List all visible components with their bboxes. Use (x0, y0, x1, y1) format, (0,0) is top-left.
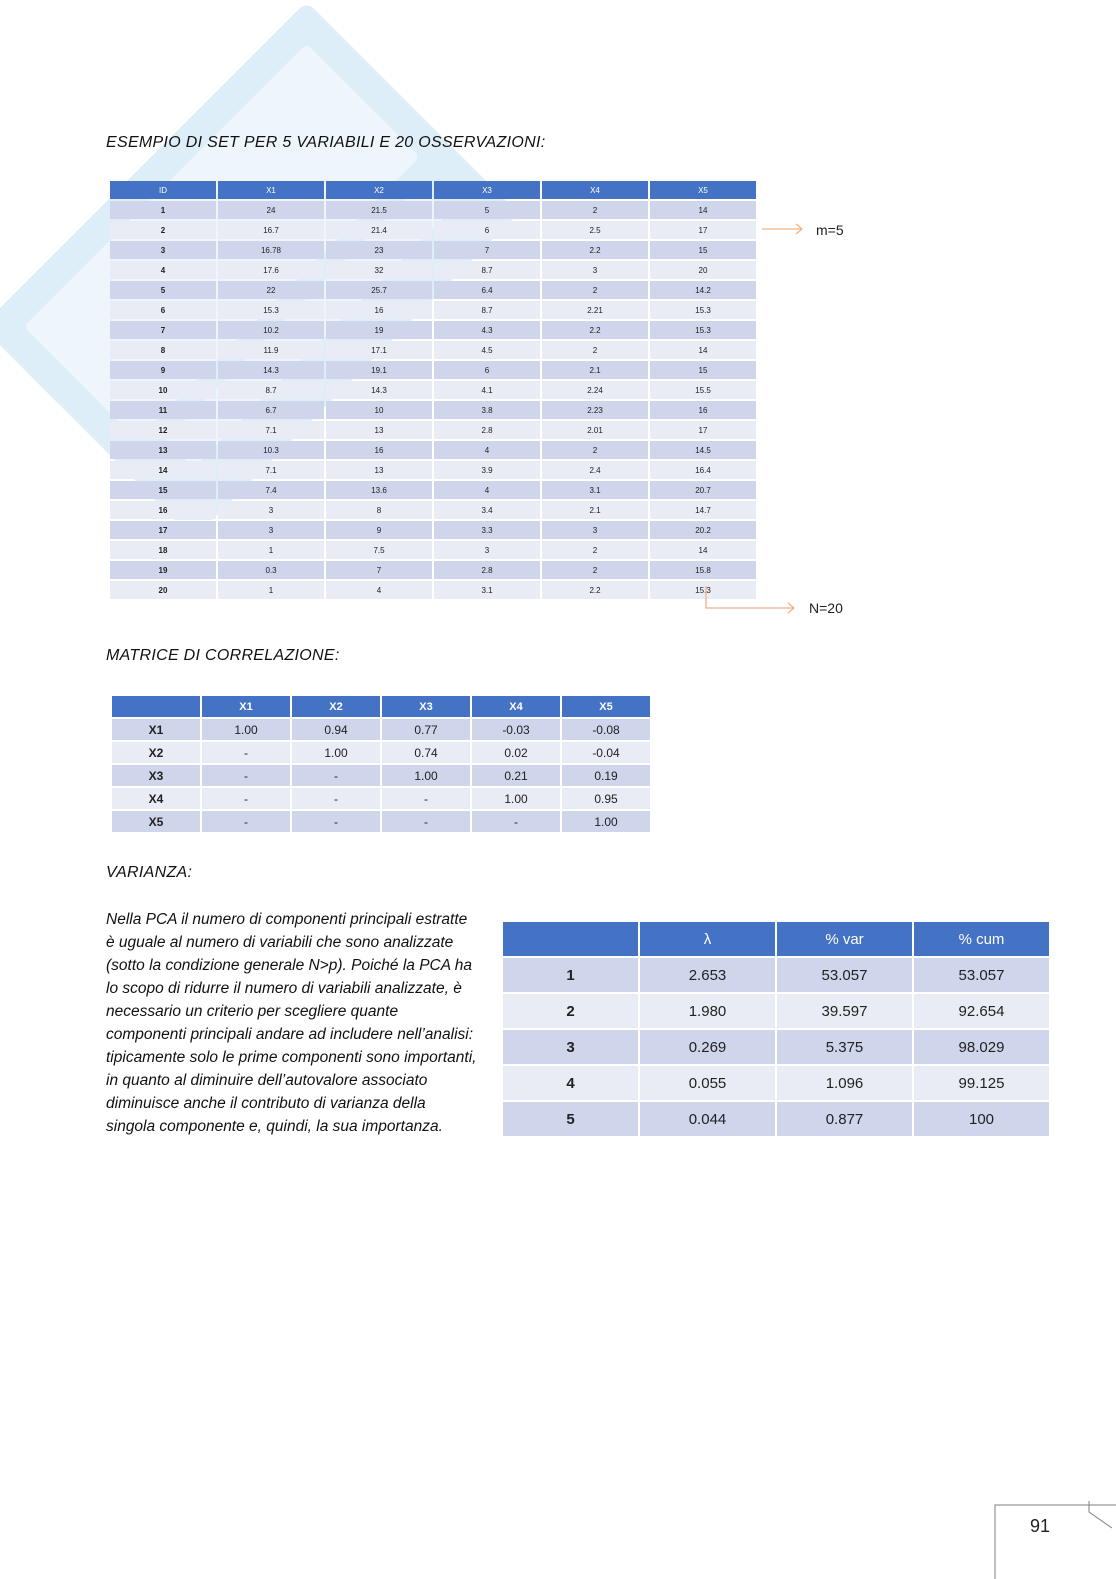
column-header: X2 (326, 181, 432, 199)
table-cell: 99.125 (914, 1066, 1049, 1100)
row-header-cell: 1 (110, 201, 216, 219)
table-cell: 5.375 (777, 1030, 912, 1064)
table-cell: 1.00 (202, 719, 290, 740)
table-cell: 2 (542, 561, 648, 579)
column-header: X4 (472, 696, 560, 717)
row-header-cell: 18 (110, 541, 216, 559)
table-row (503, 1066, 1049, 1100)
table-cell: 2.24 (542, 381, 648, 399)
table-cell: 4 (434, 481, 540, 499)
table-row (110, 561, 756, 579)
table-cell: 3.9 (434, 461, 540, 479)
row-header-cell: X2 (112, 742, 200, 763)
column-header: ID (110, 181, 216, 199)
row-header-cell: 13 (110, 441, 216, 459)
row-header-cell: 17 (110, 521, 216, 539)
table-cell: 5 (434, 201, 540, 219)
column-header: X5 (650, 181, 756, 199)
row-header-cell: X5 (112, 811, 200, 832)
table-cell: 3.3 (434, 521, 540, 539)
table-cell: 2.2 (542, 581, 648, 599)
table-cell: 15.3 (218, 301, 324, 319)
row-header-cell: 3 (503, 1030, 638, 1064)
row-header-cell: X3 (112, 765, 200, 786)
table-cell: 2 (542, 541, 648, 559)
table-cell: 14.3 (326, 381, 432, 399)
table-cell: 6 (434, 221, 540, 239)
table-cell: 2.1 (542, 361, 648, 379)
variance-paragraph: Nella PCA il numero di componenti principali estratte è uguale al numero di variabili che sono analizzate (sotto la condizione generale N>p). Poiché la PCA ha lo scopo di ridurre il numero di variabili analizzate, è necessario un criterio per scegliere quante componenti principali andare ad includere nell’analisi: tipicamente solo le prime componenti sono importanti, in quanto al diminuire dell’autovalore associato diminuisce anche il contributo di varianza della singola componente e, quindi, la sua importanza. (106, 911, 477, 1135)
table-row (503, 994, 1049, 1028)
table-cell: 14 (650, 541, 756, 559)
table-cell: 2.23 (542, 401, 648, 419)
row-header-cell: 6 (110, 301, 216, 319)
table-cell: 4.3 (434, 321, 540, 339)
table-cell: 0.74 (382, 742, 470, 763)
table-row (110, 341, 756, 359)
table-row (110, 321, 756, 339)
table-cell: 1.00 (562, 811, 650, 832)
table-cell: 6.4 (434, 281, 540, 299)
table-row (110, 281, 756, 299)
table-cell: 4 (434, 441, 540, 459)
table-cell: 53.057 (777, 958, 912, 992)
table-cell: 98.029 (914, 1030, 1049, 1064)
m-label: m=5 (816, 222, 844, 238)
table-cell: 24 (218, 201, 324, 219)
row-header-cell: 19 (110, 561, 216, 579)
table-row (110, 261, 756, 279)
table-cell: 16 (326, 301, 432, 319)
table-cell: 16 (326, 441, 432, 459)
table-cell: 15.3 (650, 321, 756, 339)
table-row (110, 481, 756, 499)
table-cell: 16.78 (218, 241, 324, 259)
table-cell: - (292, 788, 380, 809)
table-row (503, 1102, 1049, 1136)
dataset-heading: ESEMPIO DI SET PER 5 VARIABILI E 20 OSSERVAZIONI: (106, 134, 546, 151)
table-row (503, 1030, 1049, 1064)
table-row (112, 788, 650, 809)
table-cell: 39.597 (777, 994, 912, 1028)
row-header-cell: 2 (110, 221, 216, 239)
table-cell: 10.2 (218, 321, 324, 339)
row-header-cell: 15 (110, 481, 216, 499)
table-cell: 1.980 (640, 994, 775, 1028)
table-cell: 0.044 (640, 1102, 775, 1136)
table-cell: 1.00 (472, 788, 560, 809)
table-cell: 14.2 (650, 281, 756, 299)
table-cell: 17.1 (326, 341, 432, 359)
table-row (112, 765, 650, 786)
table-cell: 0.77 (382, 719, 470, 740)
column-header (112, 696, 200, 717)
table-cell: 20.2 (650, 521, 756, 539)
table-cell: 0.02 (472, 742, 560, 763)
table-cell: 53.057 (914, 958, 1049, 992)
table-cell: 2.2 (542, 321, 648, 339)
table-cell: 3.1 (434, 581, 540, 599)
table-row (503, 958, 1049, 992)
column-header: λ (640, 922, 775, 956)
table-cell: 17.6 (218, 261, 324, 279)
table-cell: 14.7 (650, 501, 756, 519)
n-label: N=20 (809, 600, 843, 616)
table-cell: 10 (326, 401, 432, 419)
table-cell: - (472, 811, 560, 832)
table-cell: 6 (434, 361, 540, 379)
column-header: % cum (914, 922, 1049, 956)
table-cell: 4 (326, 581, 432, 599)
table-cell: - (202, 742, 290, 763)
table-cell: 8.7 (218, 381, 324, 399)
variance-body (503, 958, 1049, 1136)
table-row (112, 811, 650, 832)
row-header-cell: 7 (110, 321, 216, 339)
table-row (110, 241, 756, 259)
row-header-cell: X1 (112, 719, 200, 740)
table-cell: 2.2 (542, 241, 648, 259)
table-cell: 19.1 (326, 361, 432, 379)
row-header-cell: 1 (503, 958, 638, 992)
table-cell: 0.877 (777, 1102, 912, 1136)
table-cell: 6.7 (218, 401, 324, 419)
variance-table (501, 920, 1051, 1138)
m-arrow (762, 222, 806, 236)
table-row (110, 301, 756, 319)
table-cell: 17 (650, 421, 756, 439)
column-header: % var (777, 922, 912, 956)
table-cell: 16.7 (218, 221, 324, 239)
table-cell: 7.1 (218, 461, 324, 479)
table-cell: 2.01 (542, 421, 648, 439)
table-cell: 7.5 (326, 541, 432, 559)
table-cell: 1.00 (382, 765, 470, 786)
n-arrow (700, 586, 800, 616)
row-header-cell: 16 (110, 501, 216, 519)
page-number-frame (994, 1500, 1116, 1579)
table-cell: 0.19 (562, 765, 650, 786)
row-header-cell: 11 (110, 401, 216, 419)
table-cell: -0.08 (562, 719, 650, 740)
row-header-cell: X4 (112, 788, 200, 809)
column-header: X3 (382, 696, 470, 717)
table-cell: -0.03 (472, 719, 560, 740)
table-cell: 14.5 (650, 441, 756, 459)
table-cell: 21.5 (326, 201, 432, 219)
table-row (110, 541, 756, 559)
table-cell: 15.3 (650, 581, 756, 599)
table-cell: 25.7 (326, 281, 432, 299)
table-cell: 92.654 (914, 994, 1049, 1028)
table-cell: 13 (326, 461, 432, 479)
table-cell: 0.3 (218, 561, 324, 579)
table-cell: 1.096 (777, 1066, 912, 1100)
table-cell: 1 (218, 541, 324, 559)
row-header-cell: 9 (110, 361, 216, 379)
table-cell: 2.8 (434, 561, 540, 579)
column-header (503, 922, 638, 956)
table-cell: 3 (542, 261, 648, 279)
table-cell: 3 (218, 521, 324, 539)
row-header-cell: 10 (110, 381, 216, 399)
row-header-cell: 8 (110, 341, 216, 359)
table-cell: - (292, 765, 380, 786)
column-header: X5 (562, 696, 650, 717)
table-cell: 7.1 (218, 421, 324, 439)
dataset-body (110, 201, 756, 599)
row-header-cell: 5 (503, 1102, 638, 1136)
table-cell: 20.7 (650, 481, 756, 499)
table-row (110, 521, 756, 539)
table-cell: - (382, 788, 470, 809)
table-cell: 8.7 (434, 261, 540, 279)
table-cell: 3 (218, 501, 324, 519)
table-cell: 16 (650, 401, 756, 419)
table-cell: 20 (650, 261, 756, 279)
table-row (110, 201, 756, 219)
table-cell: 22 (218, 281, 324, 299)
column-header: X2 (292, 696, 380, 717)
table-header-row (503, 922, 1049, 956)
table-cell: 1.00 (292, 742, 380, 763)
table-cell: 2.21 (542, 301, 648, 319)
table-cell: 21.4 (326, 221, 432, 239)
table-cell: 10.3 (218, 441, 324, 459)
row-header-cell: 12 (110, 421, 216, 439)
table-cell: - (292, 811, 380, 832)
row-header-cell: 4 (110, 261, 216, 279)
table-cell: 3.4 (434, 501, 540, 519)
table-row (110, 421, 756, 439)
table-cell: 14 (650, 201, 756, 219)
table-cell: 2.5 (542, 221, 648, 239)
table-cell: 2.1 (542, 501, 648, 519)
table-cell: - (202, 811, 290, 832)
table-cell: 23 (326, 241, 432, 259)
dataset-table (108, 179, 758, 601)
table-row (110, 221, 756, 239)
table-cell: 2.653 (640, 958, 775, 992)
table-cell: 13.6 (326, 481, 432, 499)
table-row (110, 401, 756, 419)
table-cell: 15 (650, 361, 756, 379)
table-cell: 15.5 (650, 381, 756, 399)
variance-heading: VARIANZA: (106, 864, 193, 881)
table-header-row (110, 181, 756, 199)
column-header: X1 (218, 181, 324, 199)
table-cell: 14 (650, 341, 756, 359)
table-cell: 11.9 (218, 341, 324, 359)
table-cell: -0.04 (562, 742, 650, 763)
table-cell: 19 (326, 321, 432, 339)
column-header: X1 (202, 696, 290, 717)
table-cell: 17 (650, 221, 756, 239)
table-cell: 3 (542, 521, 648, 539)
table-cell: 8 (326, 501, 432, 519)
correlation-body (112, 719, 650, 832)
table-cell: 7.4 (218, 481, 324, 499)
row-header-cell: 5 (110, 281, 216, 299)
row-header-cell: 20 (110, 581, 216, 599)
table-cell: 2.8 (434, 421, 540, 439)
table-cell: 15 (650, 241, 756, 259)
table-cell: 9 (326, 521, 432, 539)
table-cell: 0.21 (472, 765, 560, 786)
table-cell: 0.95 (562, 788, 650, 809)
table-cell: - (382, 811, 470, 832)
table-cell: 15.8 (650, 561, 756, 579)
column-header: X3 (434, 181, 540, 199)
table-cell: 7 (326, 561, 432, 579)
table-cell: 4.5 (434, 341, 540, 359)
table-row (110, 361, 756, 379)
table-row (112, 719, 650, 740)
table-cell: 16.4 (650, 461, 756, 479)
row-header-cell: 4 (503, 1066, 638, 1100)
row-header-cell: 14 (110, 461, 216, 479)
table-row (110, 461, 756, 479)
correlation-table (110, 694, 652, 834)
table-cell: 2 (542, 341, 648, 359)
table-cell: 3.8 (434, 401, 540, 419)
column-header: X4 (542, 181, 648, 199)
table-row (110, 581, 756, 599)
table-cell: 3.1 (542, 481, 648, 499)
table-cell: 32 (326, 261, 432, 279)
table-cell: - (202, 765, 290, 786)
table-cell: 8.7 (434, 301, 540, 319)
table-row (110, 381, 756, 399)
table-cell: 0.055 (640, 1066, 775, 1100)
table-cell: 2.4 (542, 461, 648, 479)
table-cell: - (202, 788, 290, 809)
table-cell: 14.3 (218, 361, 324, 379)
table-cell: 13 (326, 421, 432, 439)
table-cell: 0.269 (640, 1030, 775, 1064)
table-cell: 2 (542, 201, 648, 219)
table-row (112, 742, 650, 763)
row-header-cell: 2 (503, 994, 638, 1028)
table-cell: 2 (542, 441, 648, 459)
table-cell: 4.1 (434, 381, 540, 399)
row-header-cell: 3 (110, 241, 216, 259)
table-row (110, 501, 756, 519)
table-header-row (112, 696, 650, 717)
table-cell: 3 (434, 541, 540, 559)
table-row (110, 441, 756, 459)
table-cell: 15.3 (650, 301, 756, 319)
table-cell: 100 (914, 1102, 1049, 1136)
page-number: 91 (1030, 1516, 1051, 1536)
table-cell: 2 (542, 281, 648, 299)
correlation-heading: MATRICE DI CORRELAZIONE: (106, 647, 340, 664)
table-cell: 7 (434, 241, 540, 259)
table-cell: 1 (218, 581, 324, 599)
table-cell: 0.94 (292, 719, 380, 740)
